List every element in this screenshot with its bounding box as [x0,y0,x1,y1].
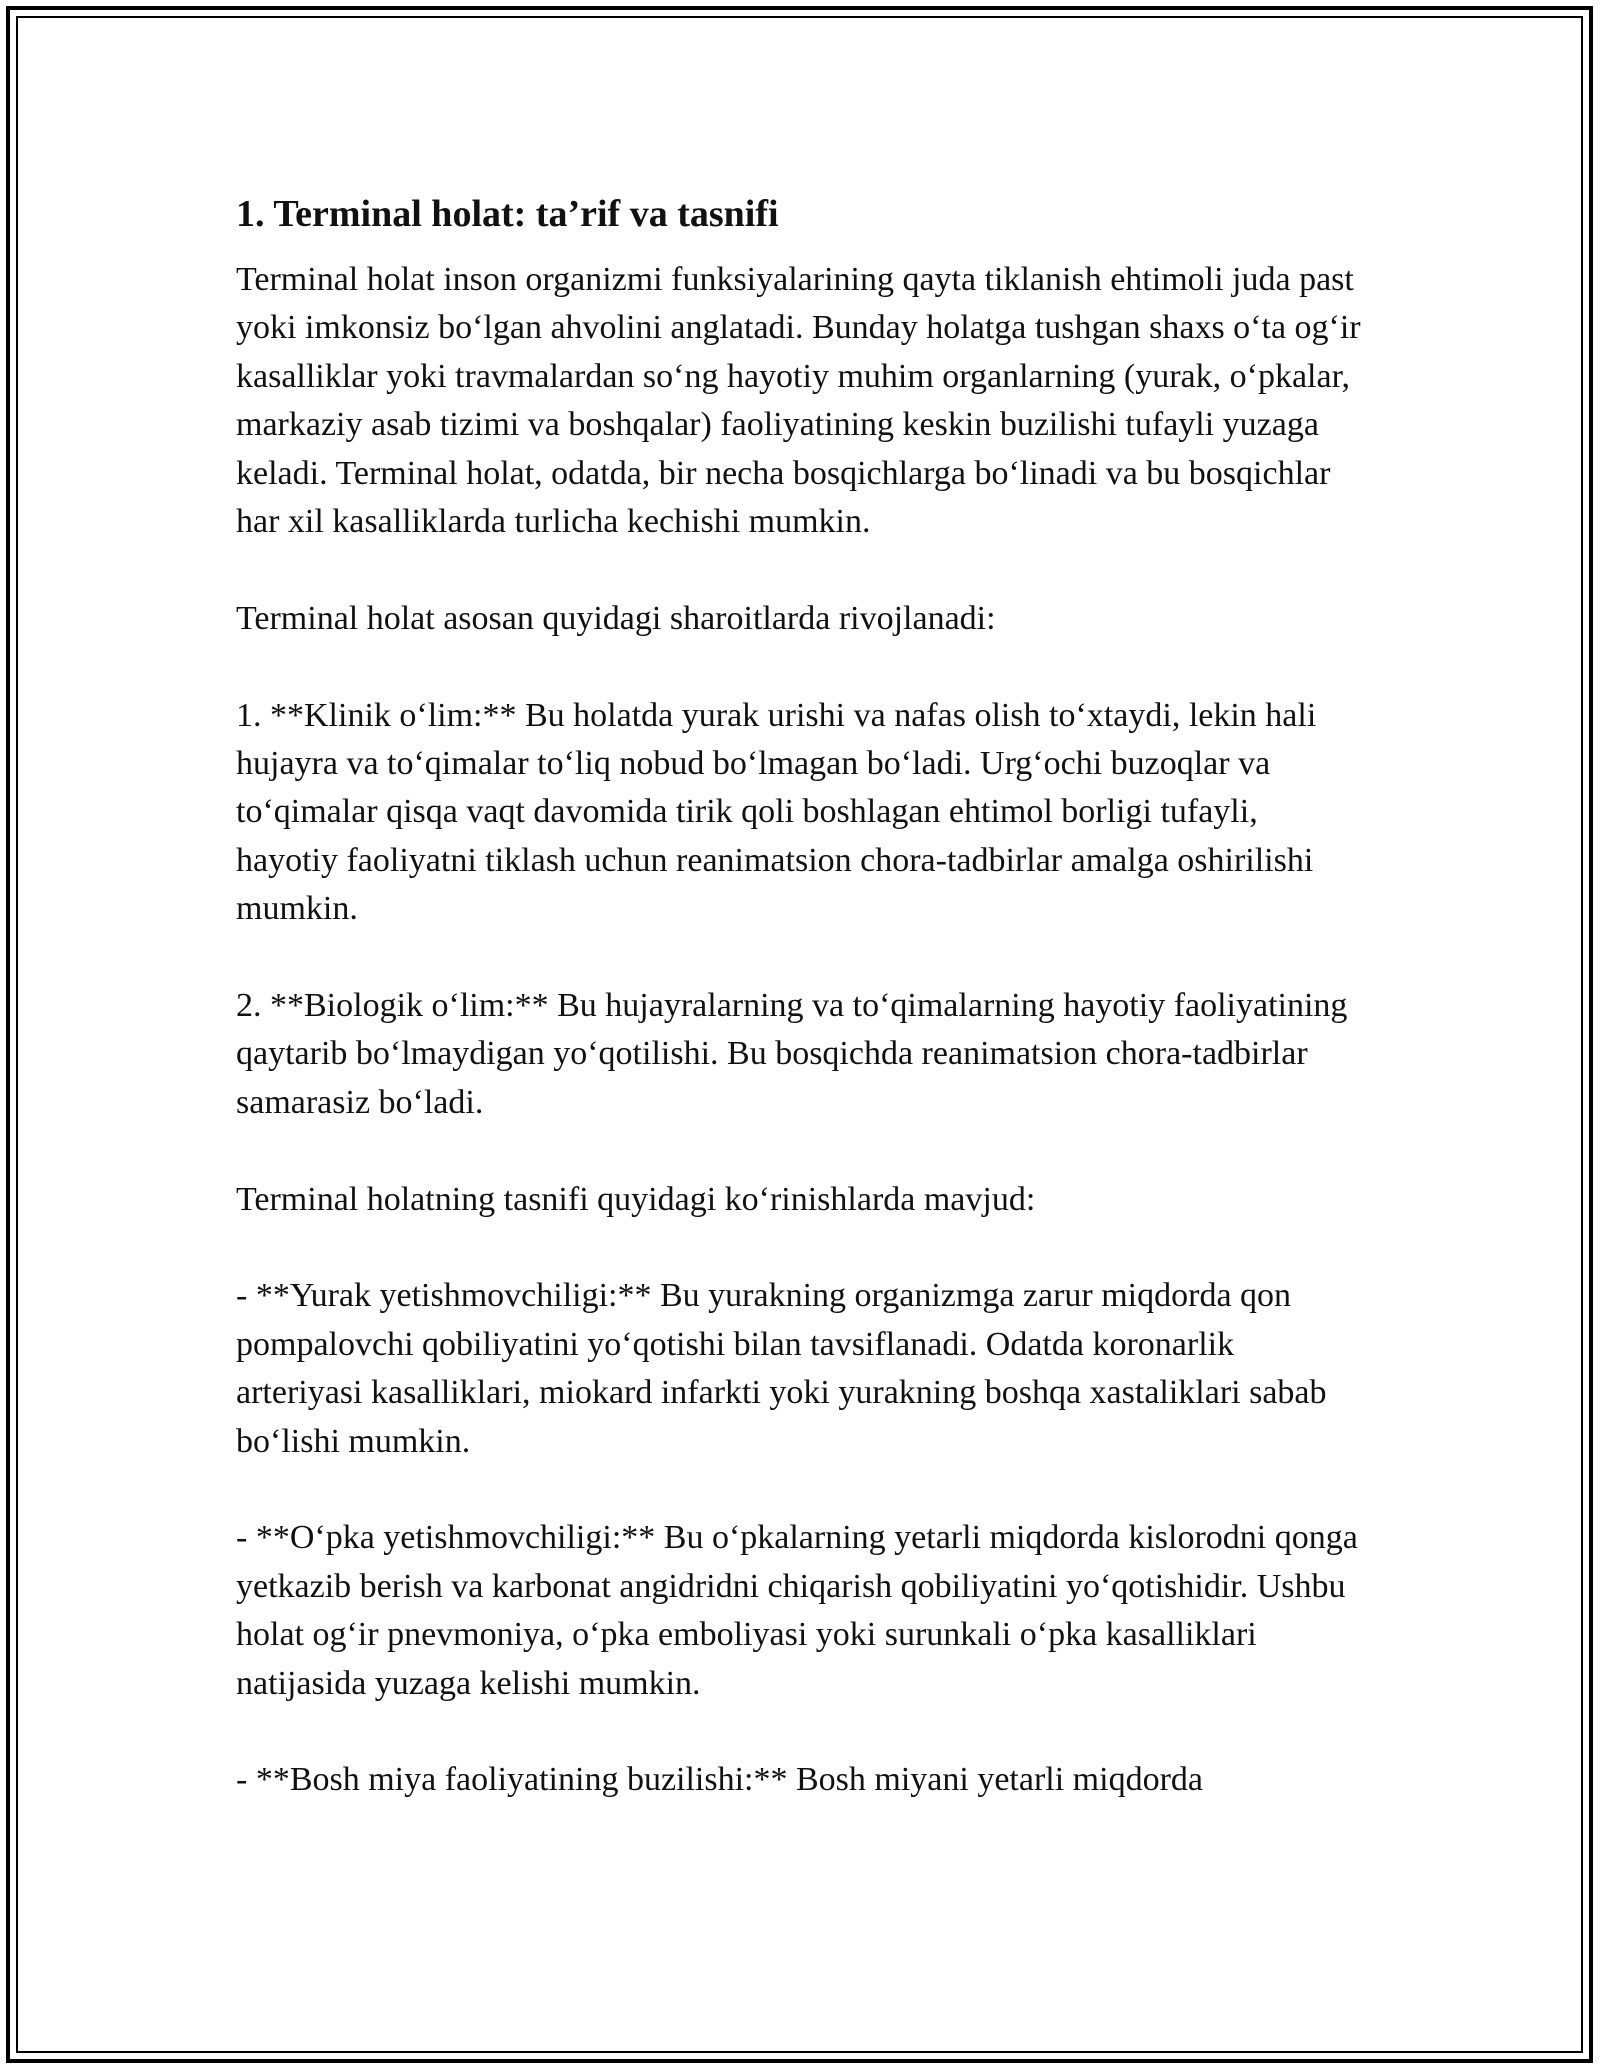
document-body [236,188,1366,1805]
paragraph-clinical-death: 1. **Klinik oʻlim:** Bu holatda yurak urishi va nafas olish toʻxtaydi, lekin hali hujayra va toʻqimalar toʻliq nobud boʻlmagan boʻladi. Urgʻochi buzoqlar va toʻqimalar qisqa vaqt davomida tirik qoli boshlagan ehtimol borligi tufayli, hayotiy faoliyatni tiklash uchun reanimatsion chora-tadbirlar amalga oshirilishi mumkin. [236,696,1317,928]
paragraph-biological-death: 2. **Biologik oʻlim:** Bu hujayralarning va toʻqimalarning hayotiy faoliyatining qaytarib boʻlmaydigan yoʻqotilishi. Bu bosqichda reanimatsion chora-tadbirlar samarasiz boʻladi. [236,987,1348,1121]
section-heading: 1. Terminal holat: ta’rif va tasnifi [236,193,779,235]
paragraph-classification-intro: Terminal holatning tasnifi quyidagi koʻrinishlarda mavjud: [236,1180,1036,1218]
paragraph-conditions-intro: Terminal holat asosan quyidagi sharoitlarda rivojlanadi: [236,599,996,637]
paragraph-definition: Terminal holat inson organizmi funksiyalarining qayta tiklanish ehtimoli juda past yoki imkonsiz boʻlgan ahvolini anglatadi. Bunday holatga tushgan shaxs oʻta ogʻir kasalliklar yoki travmalardan soʻng hayotiy muhim organlarning (yurak, oʻpkalar, markaziy asab tizimi va boshqalar) faoliyatining keskin buzilishi tufayli yuzaga keladi. Terminal holat, odatda, bir necha bosqichlarga boʻlinadi va bu bosqichlar har xil kasalliklarda turlicha kechishi mumkin. [236,261,1361,541]
paragraph-heart-failure: - **Yurak yetishmovchiligi:** Bu yurakning organizmga zarur miqdorda qon pompalovchi qobiliyatini yoʻqotishi bilan tavsiflanadi. Odatda koronarlik arteriyasi kasalliklari, miokard infarkti yoki yurakning boshqa xastaliklari sabab boʻlishi mumkin. [236,1277,1327,1460]
paragraph-brain-dysfunction: - **Bosh miya faoliyatining buzilishi:** Bosh miyani yetarli miqdorda [236,1761,1203,1799]
paragraph-lung-failure: - **Oʻpka yetishmovchiligi:** Bu oʻpkalarning yetarli miqdorda kislorodni qonga yetkazib berish va karbonat angidridni chiqarish qobiliyatini yoʻqotishidir. Ushbu holat ogʻir pnevmoniya, oʻpka emboliyasi yoki surunkali oʻpka kasalliklari natijasida yuzaga kelishi mumkin. [236,1519,1358,1702]
